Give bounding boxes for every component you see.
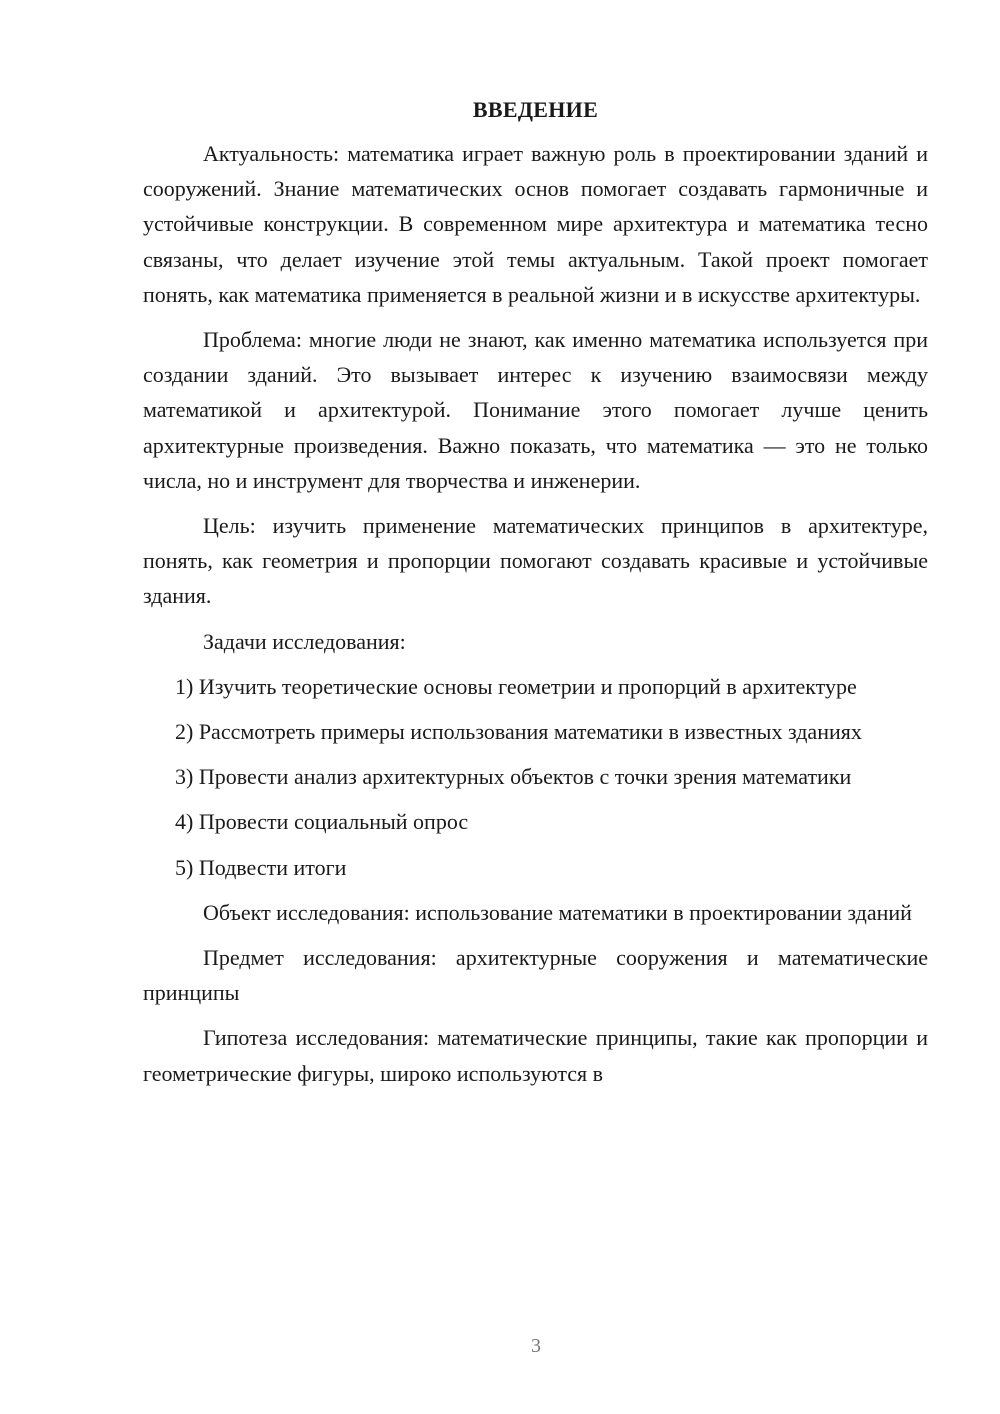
task-item-5: 5) Подвести итоги: [175, 854, 347, 880]
task-item-4: 4) Провести социальный опрос: [175, 809, 469, 835]
paragraph-problem: Проблема: многие люди не знают, как именно математика используется при создании зданий. Это вызывает интерес к изучению взаимосвязи между математикой и архитектурой. Понимание этого помогает лучше ценить архитектурные произведения. Важно показать, что математика — это не только числа, но и инструмент для творчества и инженерии.: [143, 327, 928, 493]
paragraph-tasks-heading: Задачи исследования:: [203, 628, 406, 654]
task-item-2: 2) Рассмотреть примеры использования математики в известных зданиях: [175, 719, 862, 745]
paragraph-relevance: Актуальность: математика играет важную роль в проектировании зданий и сооружений. Знание математических основ помогает создавать гармоничные и устойчивые конструкции. В современном мире архитектура и математика тесно связаны, что делает изучение этой темы актуальным. Такой проект помогает понять, как математика применяется в реальной жизни и в искусстве архитектуры.: [143, 141, 928, 307]
task-item-1: 1) Изучить теоретические основы геометрии и пропорций в архитектуре: [175, 673, 857, 699]
paragraph-goal: Цель: изучить применение математических принципов в архитектуре, понять, как геометрия и пропорции помогают создавать красивые и устойчивые здания.: [143, 513, 928, 609]
paragraph-object: Объект исследования: использование математики в проектировании зданий: [203, 899, 912, 925]
task-item-3: 3) Провести анализ архитектурных объектов с точки зрения математики: [175, 764, 852, 790]
page-content: [143, 92, 928, 1101]
paragraph-hypothesis: Гипотеза исследования: математические принципы, такие как пропорции и геометрические фигуры, широко используются в: [143, 1025, 928, 1086]
paragraph-subject: Предмет исследования: архитектурные сооружения и математические принципы: [143, 945, 928, 1006]
section-title: ВВЕДЕНИЕ: [472, 97, 599, 122]
page-number: 3: [531, 1335, 541, 1357]
